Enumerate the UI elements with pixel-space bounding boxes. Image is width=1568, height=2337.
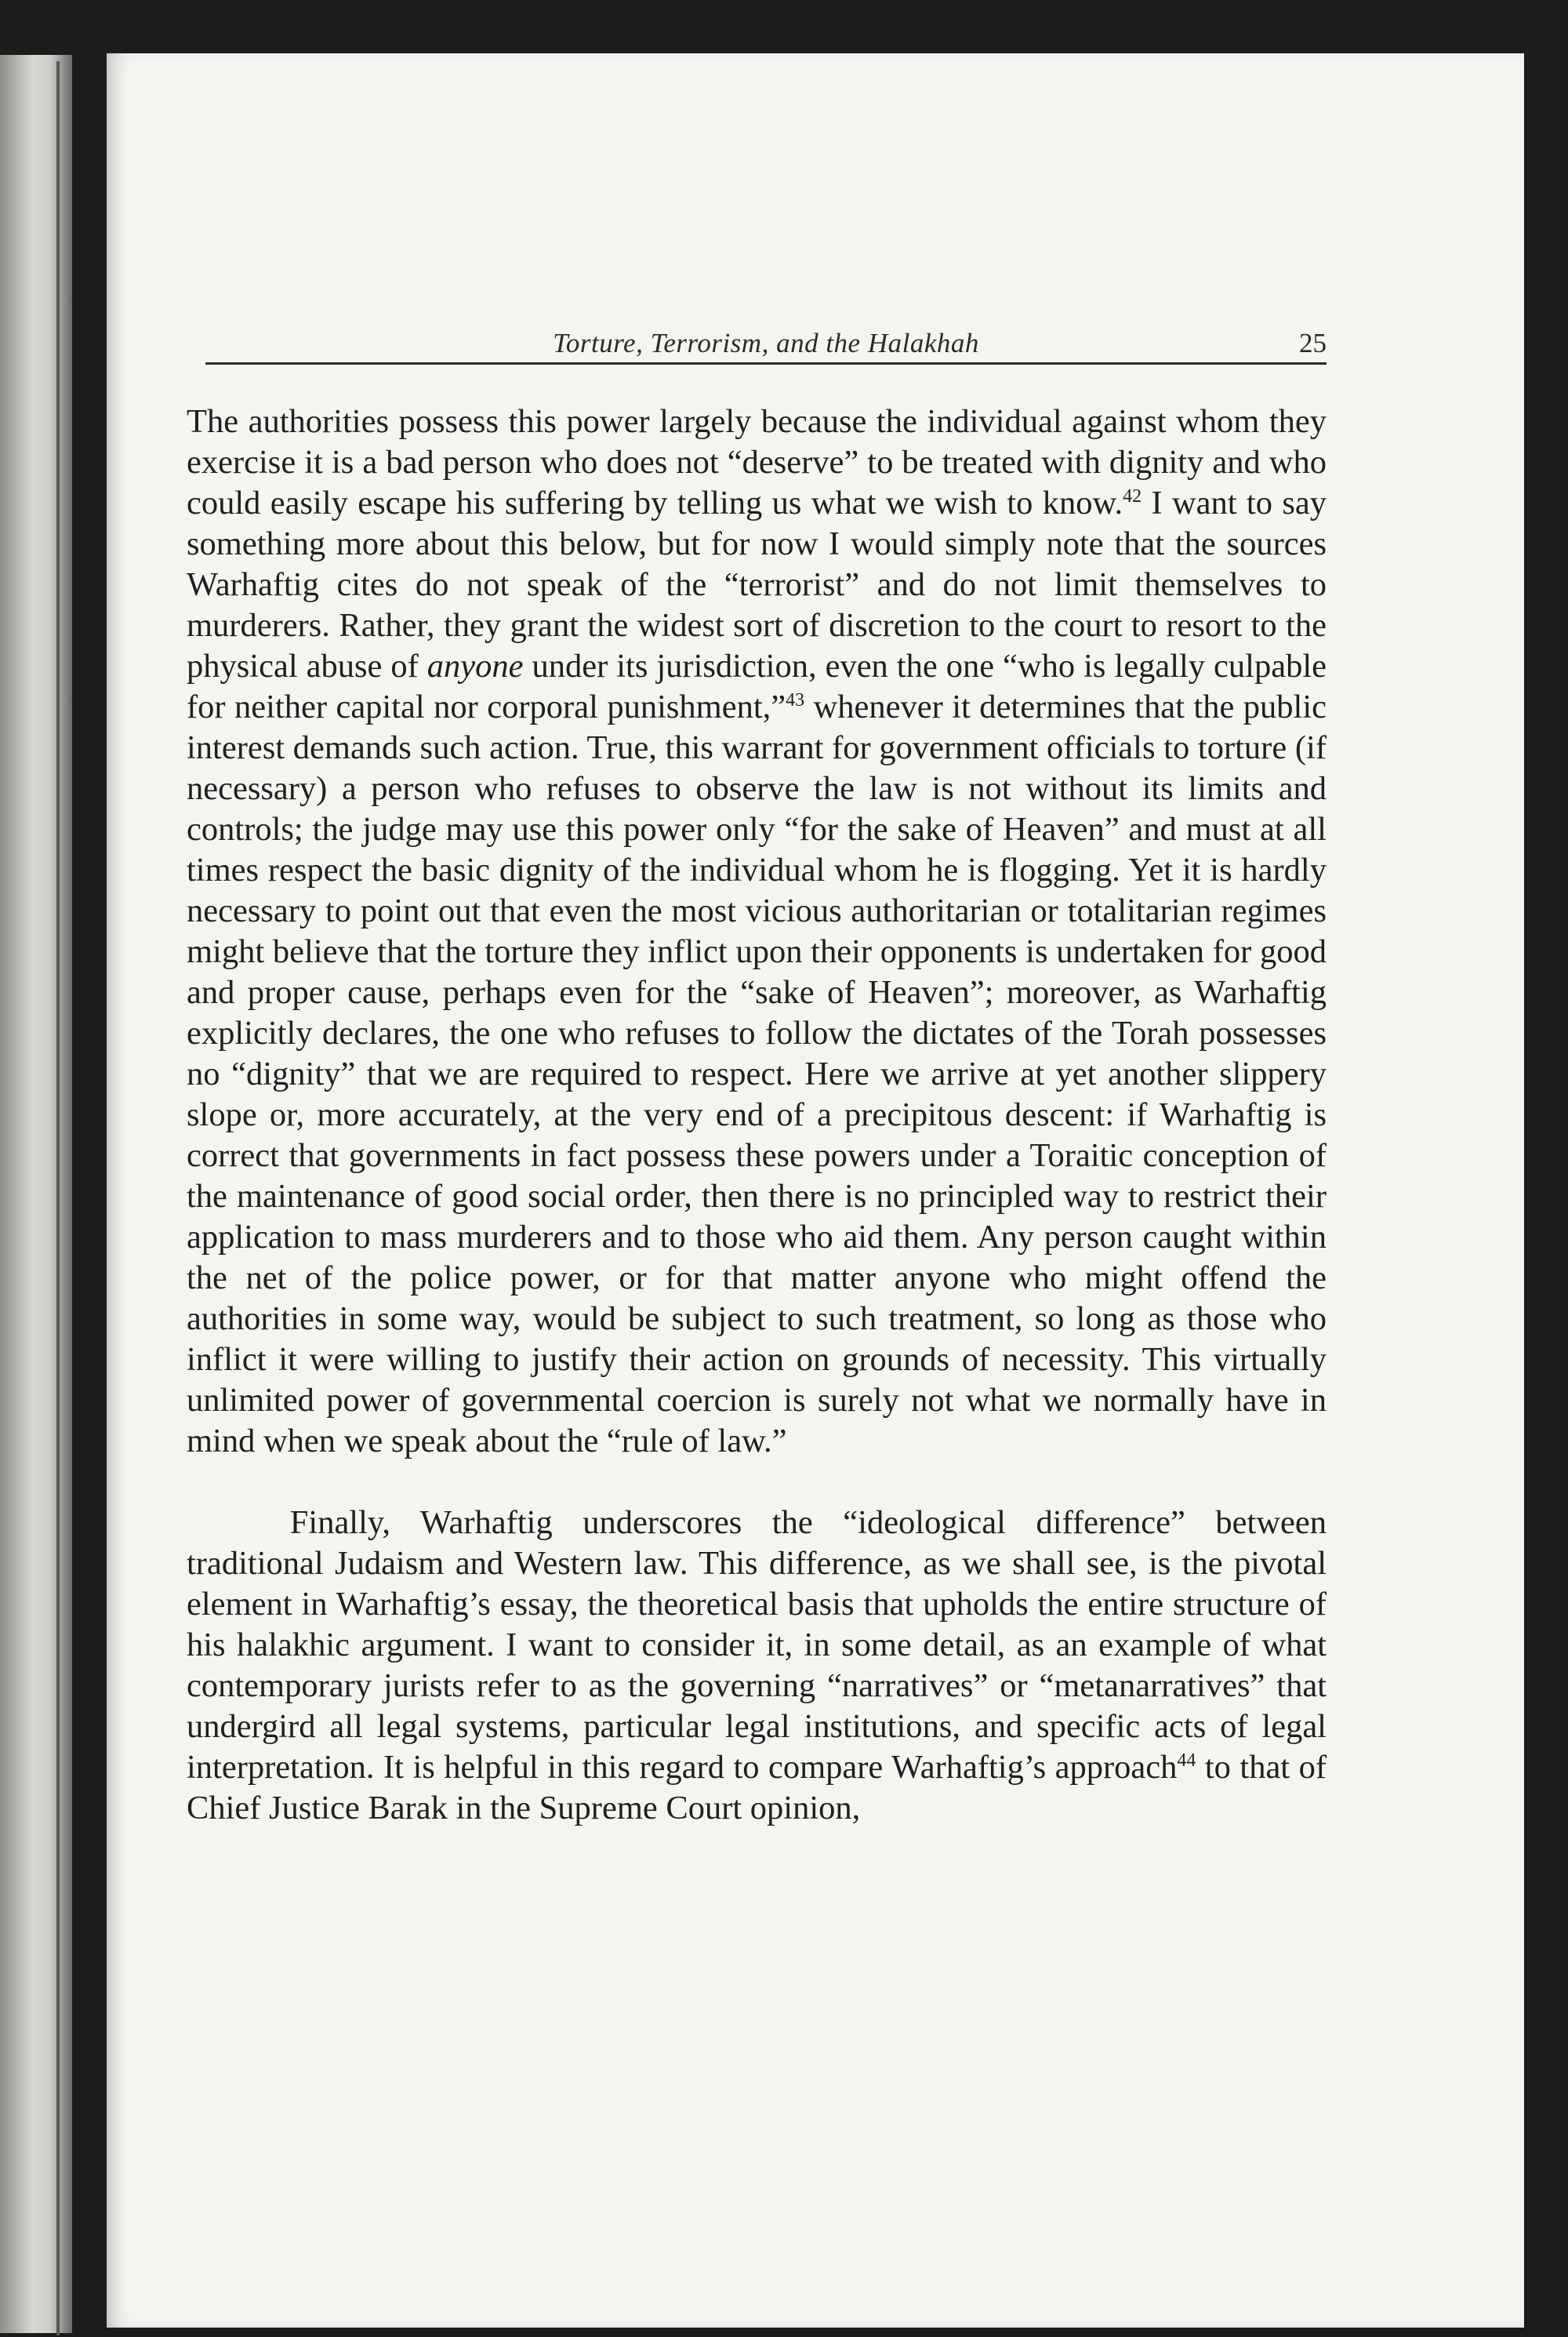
page-gutter-shadow bbox=[56, 61, 60, 2335]
paragraph-1: The authorities possess this power largely because the individual against whom they exercise it is a bad person who does not “deserve” to be treated with dignity and who could easily escape his suffering by telling us what we wish to know.$^{42}$ I want to say something more about this below, but for now I would simply note that the sources Warhaftig cites do not speak of the “terrorist” and do not limit themselves to murderers. Rather, they grant the widest sort of discretion to the court to resort to the physical abuse of anyone under its jurisdiction, even the one “who is legally culpable for neither capital nor corporal punishment,”$^{43}$ whenever it determines that the public interest demands such action. True, this warrant for government officials to torture (if necessary) a person who refuses to observe the law is not without its limits and controls; the judge may use this power only “for the sake of Heaven” and must at all times respect the basic dignity of the individual whom he is flogging. Yet it is hardly necessary to point out that even the most vicious authoritarian or totalitarian regimes might believe that the torture they inflict upon their opponents is undertaken for good and proper cause, perhaps even for the “sake of Heaven”; moreover, as Warhaftig explicitly declares, the one who refuses to follow the dictates of the Torah possesses no “dignity” that we are required to respect. Here we arrive at yet another slippery slope or, more accurately, at the very end of a precipitous descent: if Warhaftig is correct that governments in fact possess these powers under a Toraitic conception of the maintenance of good social order, then there is no principled way to restrict their application to mass murderers and to those who aid them. Any person caught within the net of the police power, or for that matter anyone who might offend the authorities in some way, would be subject to such treatment, so long as those who inflict it were willing to justify their action on grounds of necessity. This virtually unlimited power of governmental coercion is surely not what we normally have in mind when we speak about the “rule of law.” bbox=[187, 403, 1327, 1459]
footnote-ref-44: 44 bbox=[1177, 1750, 1196, 1771]
running-title: Torture, Terrorism, and the Halakhah bbox=[553, 328, 979, 358]
paragraph-2: Finally, Warhaftig underscores the “ideological difference” between traditional Judaism and Western law. This difference, as we shall see, is the pivotal element in Warhaftig’s essay, the theoretical basis that upholds the entire structure of his halakhic argument. I want to consider it, in some detail, as an example of what contemporary jurists refer to as the governing “narratives” or “metanarratives” that undergird all legal systems, particular legal institutions, and specific acts of legal interpretation. It is helpful in this regard to compare Warhaftig’s approach$^{44}$ to that of Chief Justice Barak in the Supreme Court opinion, bbox=[187, 1504, 1327, 1826]
page-number: 25 bbox=[1299, 328, 1327, 358]
running-header bbox=[205, 328, 1327, 362]
emphasis-anyone: anyone bbox=[426, 648, 524, 685]
header-rule bbox=[205, 362, 1327, 365]
footnote-ref-42: 42 bbox=[1123, 485, 1142, 507]
footnote-ref-43: 43 bbox=[786, 689, 805, 711]
body-text bbox=[187, 402, 1327, 1829]
facing-page-edge bbox=[0, 55, 72, 2333]
